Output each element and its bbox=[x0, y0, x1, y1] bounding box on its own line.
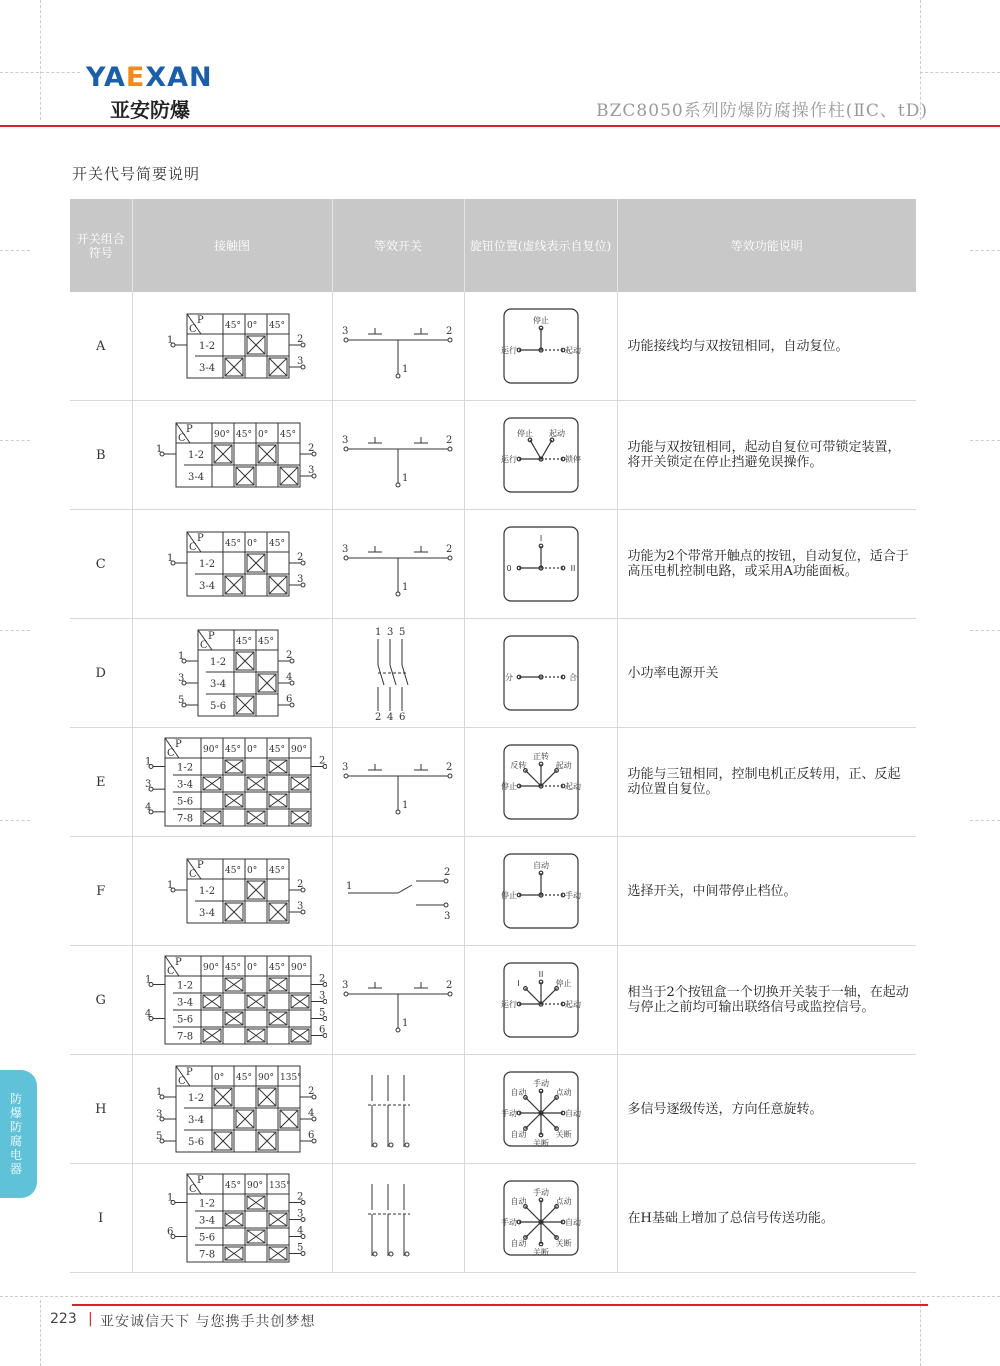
equivalent-switch-cell bbox=[332, 837, 464, 946]
knob-position-diagram bbox=[501, 1178, 581, 1258]
svg-text:45°: 45° bbox=[225, 963, 241, 973]
side-tab-label: 防爆防腐电器 bbox=[10, 1092, 23, 1176]
equivalent-switch-symbol bbox=[338, 843, 458, 939]
table-row bbox=[70, 946, 916, 1055]
svg-text:0°: 0° bbox=[214, 1073, 225, 1083]
svg-text:3-4: 3-4 bbox=[199, 908, 216, 919]
svg-text:4: 4 bbox=[387, 712, 394, 721]
svg-text:90°: 90° bbox=[291, 745, 307, 755]
knob-position-diagram bbox=[501, 415, 581, 495]
svg-text:3: 3 bbox=[156, 1109, 163, 1120]
svg-text:45°: 45° bbox=[225, 745, 241, 755]
svg-text:自动: 自动 bbox=[564, 1109, 581, 1118]
svg-text:135°: 135° bbox=[269, 1181, 291, 1191]
contact-diagram-cell bbox=[132, 728, 332, 837]
contact-diagram-cell bbox=[132, 1055, 332, 1164]
contact-diagram-cell bbox=[132, 510, 332, 619]
svg-text:1: 1 bbox=[402, 364, 409, 375]
svg-text:0°: 0° bbox=[247, 539, 258, 549]
svg-text:6: 6 bbox=[286, 694, 293, 705]
svg-text:3: 3 bbox=[342, 544, 349, 555]
switch-code: I bbox=[70, 1164, 132, 1273]
svg-text:3-4: 3-4 bbox=[199, 363, 216, 374]
svg-text:5: 5 bbox=[156, 1131, 163, 1142]
svg-text:C: C bbox=[189, 542, 197, 553]
svg-text:45°: 45° bbox=[225, 866, 241, 876]
svg-text:C: C bbox=[189, 1184, 197, 1195]
svg-text:90°: 90° bbox=[291, 963, 307, 973]
svg-text:自动: 自动 bbox=[532, 861, 549, 870]
svg-text:2: 2 bbox=[446, 326, 453, 337]
svg-text:关断: 关断 bbox=[532, 1139, 549, 1148]
section-title: 开关代号简要说明 bbox=[72, 165, 201, 183]
svg-text:3: 3 bbox=[342, 762, 349, 773]
table-row bbox=[70, 510, 916, 619]
svg-text:1-2: 1-2 bbox=[199, 886, 216, 897]
knob-position-diagram bbox=[501, 851, 581, 931]
svg-text:起动: 起动 bbox=[564, 1000, 581, 1009]
svg-text:3: 3 bbox=[387, 627, 394, 638]
knob-position-cell bbox=[464, 728, 617, 837]
footer-rule bbox=[72, 1304, 928, 1306]
svg-text:自动: 自动 bbox=[509, 1130, 526, 1140]
svg-text:1: 1 bbox=[178, 651, 185, 662]
svg-text:自动: 自动 bbox=[509, 1087, 526, 1097]
svg-text:II: II bbox=[538, 970, 543, 979]
svg-text:135°: 135° bbox=[280, 1073, 302, 1083]
svg-text:1-2: 1-2 bbox=[210, 657, 227, 668]
svg-text:5-6: 5-6 bbox=[177, 796, 194, 808]
knob-position-cell bbox=[464, 837, 617, 946]
svg-text:C: C bbox=[178, 433, 186, 444]
svg-text:45°: 45° bbox=[225, 539, 241, 549]
svg-text:手动: 手动 bbox=[564, 891, 581, 900]
svg-text:2: 2 bbox=[308, 443, 315, 454]
svg-text:3-4: 3-4 bbox=[177, 997, 194, 1009]
svg-text:1: 1 bbox=[167, 880, 174, 891]
svg-text:1: 1 bbox=[167, 335, 174, 346]
svg-text:2: 2 bbox=[297, 552, 304, 563]
svg-text:90°: 90° bbox=[214, 430, 230, 440]
logo-text: YAEXAN bbox=[86, 62, 213, 93]
knob-position-diagram bbox=[501, 633, 581, 713]
table-row bbox=[70, 1164, 916, 1273]
function-description: 小功率电源开关 bbox=[617, 619, 916, 728]
knob-position-diagram bbox=[501, 306, 581, 386]
contact-diagram-cell bbox=[132, 619, 332, 728]
svg-text:C: C bbox=[200, 640, 208, 651]
svg-text:3-4: 3-4 bbox=[188, 1115, 205, 1126]
svg-text:45°: 45° bbox=[269, 963, 285, 973]
svg-text:手动: 手动 bbox=[532, 1188, 549, 1197]
equivalent-switch-symbol bbox=[338, 407, 458, 503]
svg-text:起动: 起动 bbox=[548, 429, 565, 439]
svg-text:5-6: 5-6 bbox=[188, 1137, 205, 1148]
equivalent-switch-cell bbox=[332, 401, 464, 510]
knob-position-cell bbox=[464, 1164, 617, 1273]
svg-text:起动: 起动 bbox=[555, 760, 572, 770]
switch-code: C bbox=[70, 510, 132, 619]
svg-text:7-8: 7-8 bbox=[199, 1249, 216, 1261]
svg-text:2: 2 bbox=[297, 1191, 304, 1203]
svg-text:停止: 停止 bbox=[532, 316, 549, 325]
knob-position-cell bbox=[464, 292, 617, 401]
svg-text:3-4: 3-4 bbox=[210, 679, 227, 690]
svg-text:5: 5 bbox=[319, 1007, 326, 1019]
contact-diagram-cell bbox=[132, 401, 332, 510]
svg-text:关断: 关断 bbox=[555, 1239, 572, 1249]
svg-text:5: 5 bbox=[399, 627, 406, 638]
equivalent-switch-cell bbox=[332, 1055, 464, 1164]
svg-text:1: 1 bbox=[145, 974, 152, 986]
svg-text:1: 1 bbox=[156, 444, 163, 455]
switch-code: B bbox=[70, 401, 132, 510]
svg-text:手动: 手动 bbox=[500, 1218, 517, 1227]
svg-text:1-2: 1-2 bbox=[199, 559, 216, 570]
equivalent-switch-symbol bbox=[338, 734, 458, 830]
equivalent-switch-cell bbox=[332, 1164, 464, 1273]
switch-code: A bbox=[70, 292, 132, 401]
svg-text:4: 4 bbox=[308, 1108, 315, 1119]
svg-text:手动: 手动 bbox=[532, 1079, 549, 1088]
function-description: 多信号逐级传送，方向任意旋转。 bbox=[617, 1055, 916, 1164]
contact-diagram-cell bbox=[132, 837, 332, 946]
svg-text:3-4: 3-4 bbox=[199, 581, 216, 592]
svg-text:运行: 运行 bbox=[500, 455, 517, 464]
switch-code: G bbox=[70, 946, 132, 1055]
svg-text:点动: 点动 bbox=[555, 1196, 572, 1206]
svg-text:4: 4 bbox=[297, 1225, 304, 1237]
equivalent-switch-symbol bbox=[338, 952, 458, 1048]
svg-text:3: 3 bbox=[297, 574, 304, 585]
svg-text:4: 4 bbox=[145, 1008, 152, 1020]
svg-text:P: P bbox=[197, 860, 204, 871]
svg-text:P: P bbox=[197, 533, 204, 544]
svg-text:2: 2 bbox=[319, 973, 326, 985]
svg-text:0: 0 bbox=[505, 564, 512, 573]
table-row bbox=[70, 1055, 916, 1164]
svg-text:关断: 关断 bbox=[555, 1130, 572, 1140]
equivalent-switch-symbol bbox=[338, 1170, 458, 1266]
svg-text:1: 1 bbox=[375, 627, 382, 638]
svg-text:45°: 45° bbox=[225, 1181, 241, 1191]
document-title: BZC8050系列防爆防腐操作柱(ⅡC、tD) bbox=[596, 101, 928, 121]
function-description: 相当于2个按钮盒一个切换开关装于一轴，在起动与停止之前均可输出联络信号或监控信号。 bbox=[617, 946, 916, 1055]
svg-text:3: 3 bbox=[342, 980, 349, 991]
table-row bbox=[70, 401, 916, 510]
svg-text:2: 2 bbox=[286, 650, 293, 661]
svg-text:关断: 关断 bbox=[532, 1248, 549, 1257]
svg-text:停止: 停止 bbox=[500, 782, 517, 791]
svg-text:90°: 90° bbox=[203, 963, 219, 973]
svg-text:6: 6 bbox=[399, 712, 406, 721]
equivalent-switch-cell bbox=[332, 946, 464, 1055]
svg-text:P: P bbox=[175, 957, 182, 968]
svg-text:2: 2 bbox=[446, 762, 453, 773]
svg-text:3: 3 bbox=[178, 673, 185, 684]
side-category-tab[interactable] bbox=[0, 1070, 37, 1198]
logo-chinese: 亚安防爆 bbox=[110, 98, 190, 122]
svg-text:45°: 45° bbox=[269, 866, 285, 876]
page-number: 223 bbox=[50, 1311, 77, 1327]
svg-text:运行: 运行 bbox=[500, 1000, 517, 1009]
table-header-row bbox=[70, 199, 916, 292]
svg-text:45°: 45° bbox=[280, 430, 296, 440]
svg-text:反转: 反转 bbox=[509, 760, 526, 770]
svg-text:自动: 自动 bbox=[509, 1239, 526, 1249]
svg-text:停止: 停止 bbox=[555, 978, 572, 988]
svg-text:4: 4 bbox=[145, 801, 152, 813]
footer-separator: | bbox=[88, 1311, 93, 1327]
knob-position-diagram bbox=[501, 1069, 581, 1149]
svg-text:停止: 停止 bbox=[516, 429, 533, 439]
svg-text:3: 3 bbox=[342, 326, 349, 337]
function-description: 选择开关，中间带停止档位。 bbox=[617, 837, 916, 946]
svg-text:5-6: 5-6 bbox=[199, 1232, 216, 1244]
svg-text:3: 3 bbox=[342, 435, 349, 446]
svg-text:45°: 45° bbox=[236, 430, 252, 440]
contact-diagram-cell bbox=[132, 292, 332, 401]
svg-text:3: 3 bbox=[297, 901, 304, 912]
contact-diagram bbox=[137, 298, 327, 394]
contact-diagram bbox=[137, 734, 327, 830]
svg-text:3: 3 bbox=[319, 990, 326, 1002]
svg-text:1-2: 1-2 bbox=[188, 450, 205, 461]
svg-text:3-4: 3-4 bbox=[177, 779, 194, 791]
svg-text:2: 2 bbox=[375, 712, 382, 721]
svg-text:1: 1 bbox=[402, 1018, 409, 1029]
svg-text:3-4: 3-4 bbox=[188, 472, 205, 483]
svg-text:4: 4 bbox=[286, 672, 293, 683]
svg-text:2: 2 bbox=[297, 879, 304, 890]
svg-text:P: P bbox=[186, 1067, 193, 1078]
svg-text:起动: 起动 bbox=[564, 346, 581, 355]
switch-code: F bbox=[70, 837, 132, 946]
function-description: 功能接线均与双按钮相同，自动复位。 bbox=[617, 292, 916, 401]
header-equivalent-switch: 等效开关 bbox=[332, 199, 464, 292]
svg-text:2: 2 bbox=[308, 1086, 315, 1097]
svg-text:7-8: 7-8 bbox=[177, 1031, 194, 1043]
svg-text:2: 2 bbox=[319, 755, 326, 767]
svg-text:P: P bbox=[208, 631, 215, 642]
footer-slogan: 亚安诚信天下 与您携手共创梦想 bbox=[100, 1314, 316, 1330]
svg-text:1-2: 1-2 bbox=[177, 762, 194, 774]
svg-text:45°: 45° bbox=[269, 745, 285, 755]
equivalent-switch-symbol bbox=[338, 1061, 458, 1157]
svg-text:2: 2 bbox=[446, 435, 453, 446]
contact-diagram bbox=[137, 843, 327, 939]
svg-text:3: 3 bbox=[297, 356, 304, 367]
svg-text:0°: 0° bbox=[247, 745, 258, 755]
header-knob-position: 旋钮位置(虚线表示自复位) bbox=[464, 199, 617, 292]
svg-text:C: C bbox=[178, 1076, 186, 1087]
contact-diagram bbox=[137, 516, 327, 612]
svg-text:90°: 90° bbox=[258, 1073, 274, 1083]
knob-position-cell bbox=[464, 619, 617, 728]
svg-text:P: P bbox=[197, 315, 204, 326]
svg-text:1: 1 bbox=[346, 881, 353, 892]
svg-text:手动: 手动 bbox=[500, 1109, 517, 1118]
switch-code: D bbox=[70, 619, 132, 728]
svg-text:90°: 90° bbox=[203, 745, 219, 755]
svg-text:自动: 自动 bbox=[509, 1196, 526, 1206]
svg-text:1: 1 bbox=[156, 1087, 163, 1098]
equivalent-switch-symbol bbox=[338, 516, 458, 612]
function-description: 功能与三钮相同，控制电机正反转用，正、反起动位置自复位。 bbox=[617, 728, 916, 837]
svg-text:0°: 0° bbox=[247, 321, 258, 331]
svg-text:点动: 点动 bbox=[555, 1087, 572, 1097]
equivalent-switch-cell bbox=[332, 510, 464, 619]
function-description: 功能为2个带常开触点的按钮，自动复位，适合于高压电机控制电路，或采用A功能面板。 bbox=[617, 510, 916, 619]
svg-text:1-2: 1-2 bbox=[188, 1093, 205, 1104]
svg-text:5: 5 bbox=[297, 1242, 304, 1254]
header-function: 等效功能说明 bbox=[617, 199, 916, 292]
svg-text:起动: 起动 bbox=[564, 782, 581, 791]
svg-text:1-2: 1-2 bbox=[199, 341, 216, 352]
header-code: 开关组合符号 bbox=[70, 199, 132, 292]
contact-diagram bbox=[137, 1061, 327, 1157]
svg-text:C: C bbox=[167, 748, 175, 759]
contact-diagram bbox=[137, 952, 327, 1048]
svg-text:2: 2 bbox=[297, 334, 304, 345]
svg-text:0°: 0° bbox=[258, 430, 269, 440]
svg-text:停止: 停止 bbox=[500, 891, 517, 900]
knob-position-cell bbox=[464, 401, 617, 510]
switch-code: E bbox=[70, 728, 132, 837]
svg-text:1-2: 1-2 bbox=[177, 980, 194, 992]
svg-text:6: 6 bbox=[308, 1130, 315, 1141]
svg-text:45°: 45° bbox=[269, 321, 285, 331]
svg-text:C: C bbox=[167, 966, 175, 977]
equivalent-switch-cell bbox=[332, 292, 464, 401]
svg-text:I: I bbox=[516, 978, 520, 988]
svg-text:P: P bbox=[175, 739, 182, 750]
svg-text:90°: 90° bbox=[247, 1181, 263, 1191]
equivalent-switch-cell bbox=[332, 728, 464, 837]
table-row bbox=[70, 619, 916, 728]
svg-text:锁停: 锁停 bbox=[564, 455, 581, 464]
svg-text:3: 3 bbox=[297, 1208, 304, 1220]
svg-text:1: 1 bbox=[402, 582, 409, 593]
svg-text:C: C bbox=[189, 324, 197, 335]
svg-text:3: 3 bbox=[145, 779, 152, 791]
svg-text:1: 1 bbox=[167, 553, 174, 564]
contact-diagram-cell bbox=[132, 946, 332, 1055]
switch-code-table bbox=[70, 199, 916, 1273]
svg-text:3: 3 bbox=[444, 911, 451, 922]
knob-position-cell bbox=[464, 510, 617, 619]
table-row bbox=[70, 728, 916, 837]
svg-text:3-4: 3-4 bbox=[199, 1215, 216, 1227]
svg-text:自动: 自动 bbox=[564, 1218, 581, 1227]
contact-diagram-cell bbox=[132, 1164, 332, 1273]
svg-text:45°: 45° bbox=[236, 637, 252, 647]
svg-text:45°: 45° bbox=[258, 637, 274, 647]
svg-text:2: 2 bbox=[444, 867, 451, 878]
equivalent-switch-cell bbox=[332, 619, 464, 728]
header-contact-diagram: 接触图 bbox=[132, 199, 332, 292]
function-description: 在H基础上增加了总信号传送功能。 bbox=[617, 1164, 916, 1273]
svg-text:2: 2 bbox=[446, 544, 453, 555]
knob-position-diagram bbox=[501, 960, 581, 1040]
contact-diagram bbox=[137, 407, 327, 503]
equivalent-switch-symbol bbox=[338, 298, 458, 394]
svg-text:分: 分 bbox=[504, 673, 513, 682]
knob-position-diagram bbox=[501, 524, 581, 604]
contact-diagram bbox=[137, 625, 327, 721]
svg-text:P: P bbox=[197, 1175, 204, 1186]
svg-text:6: 6 bbox=[319, 1024, 326, 1036]
svg-text:5-6: 5-6 bbox=[177, 1014, 194, 1026]
knob-position-cell bbox=[464, 946, 617, 1055]
svg-text:正转: 正转 bbox=[532, 752, 549, 761]
svg-text:运行: 运行 bbox=[500, 346, 517, 355]
svg-text:1-2: 1-2 bbox=[199, 1198, 216, 1210]
equivalent-switch-symbol bbox=[338, 625, 458, 721]
table-row bbox=[70, 292, 916, 401]
svg-text:1: 1 bbox=[167, 1192, 174, 1204]
svg-text:1: 1 bbox=[145, 756, 152, 768]
svg-text:7-8: 7-8 bbox=[177, 813, 194, 825]
svg-text:5-6: 5-6 bbox=[210, 701, 227, 712]
function-description: 功能与双按钮相同，起动自复位可带锁定装置，将开关锁定在停止挡避免误操作。 bbox=[617, 401, 916, 510]
svg-text:C: C bbox=[189, 869, 197, 880]
switch-code: H bbox=[70, 1055, 132, 1164]
svg-text:1: 1 bbox=[402, 800, 409, 811]
contact-diagram bbox=[137, 1170, 327, 1266]
knob-position-diagram bbox=[501, 742, 581, 822]
header-rule bbox=[0, 125, 1000, 127]
svg-text:6: 6 bbox=[167, 1226, 174, 1238]
svg-text:45°: 45° bbox=[225, 321, 241, 331]
svg-text:I: I bbox=[539, 534, 542, 543]
svg-text:45°: 45° bbox=[236, 1073, 252, 1083]
knob-position-cell bbox=[464, 1055, 617, 1164]
svg-text:P: P bbox=[186, 424, 193, 435]
svg-text:3: 3 bbox=[308, 465, 315, 476]
svg-text:合: 合 bbox=[568, 673, 577, 682]
svg-text:1: 1 bbox=[402, 473, 409, 484]
svg-text:5: 5 bbox=[178, 695, 185, 706]
svg-text:II: II bbox=[570, 564, 575, 573]
svg-text:0°: 0° bbox=[247, 963, 258, 973]
table-row bbox=[70, 837, 916, 946]
svg-text:2: 2 bbox=[446, 980, 453, 991]
svg-text:45°: 45° bbox=[269, 539, 285, 549]
svg-text:0°: 0° bbox=[247, 866, 258, 876]
